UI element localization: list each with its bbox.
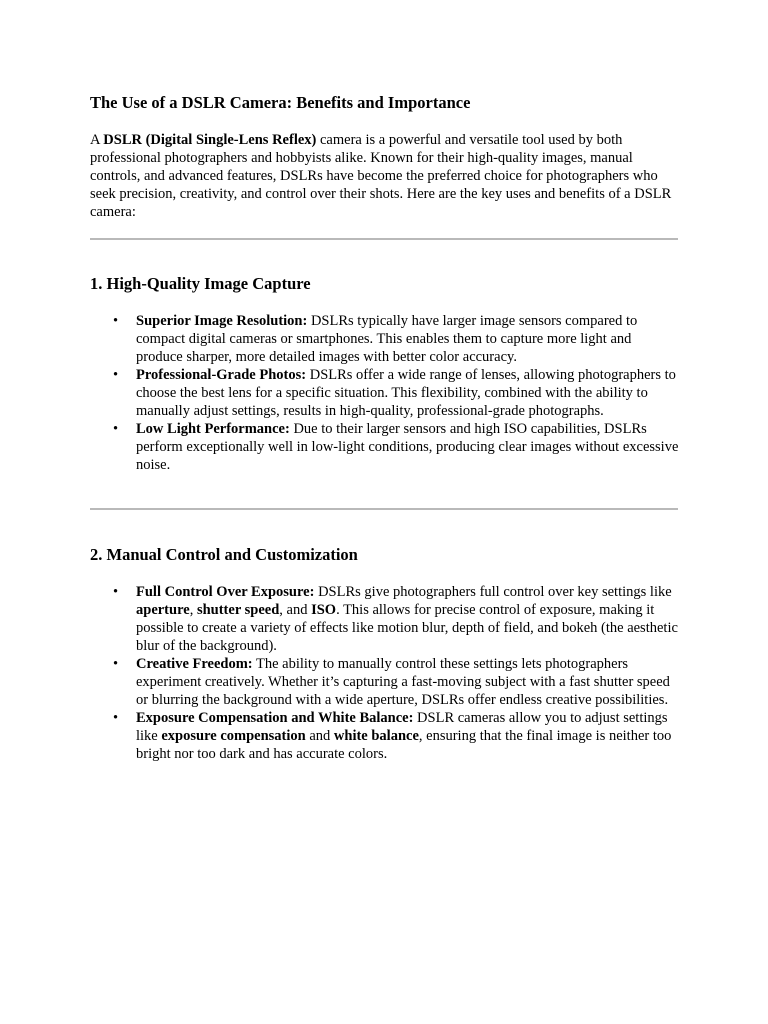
divider-2 — [90, 508, 678, 510]
list-item — [90, 312, 680, 366]
item-label: Superior Image Resolution: — [136, 313, 308, 329]
list-item — [90, 583, 680, 655]
term-aperture: aperture — [136, 602, 190, 618]
term-shutter-speed: shutter speed — [196, 602, 280, 618]
item-text: . This allows for precise control of exposure, making it possible to create a variety of effects like motion blur, depth of field, and bokeh (the aesthetic blur of the background). — [136, 602, 678, 654]
list-item — [90, 366, 680, 420]
document-title: The Use of a DSLR Camera: Benefits and Importance — [90, 93, 471, 112]
list-item — [90, 709, 680, 763]
intro-body: camera is a powerful and versatile tool used by both professional photographers and hobbyists alike. Known for their high-quality images, manual controls, and advanced features, DSLRs have become the preferred choice for photographers who seek precision, creativity, and control over their shots. Here are the key uses and benefits of a DSLR camera: — [90, 132, 672, 220]
item-label: Exposure Compensation and White Balance: — [136, 710, 414, 726]
section-2-heading: 2. Manual Control and Customization — [90, 545, 358, 564]
section-1-heading: 1. High-Quality Image Capture — [90, 274, 311, 293]
bullet-dot: • — [113, 421, 119, 437]
item-label: Professional-Grade Photos: — [136, 367, 307, 383]
item-text: , ensuring that the final image is neither too bright nor too dark and has accurate colors. — [136, 728, 672, 762]
bullet-dot: • — [113, 584, 119, 600]
item-text: , and — [279, 602, 312, 618]
bullet-dot: • — [113, 710, 119, 726]
item-text: DSLR cameras allow you to adjust settings like — [136, 710, 668, 744]
section-1-list — [90, 312, 680, 474]
intro-prefix: A — [90, 132, 104, 148]
bullet-dot: • — [113, 367, 119, 383]
term-white-balance: white balance — [333, 728, 419, 744]
item-text: The ability to manually control these settings lets photographers experiment creatively. Whether it’s capturing a fast-moving subject with a fast shutter speed or blurring the background with a wide aperture, DSLRs offer endless creative possibilities. — [136, 656, 670, 708]
item-text: DSLRs give photographers full control over key settings like — [314, 584, 672, 600]
item-text: DSLRs typically have larger image sensors compared to compact digital cameras or smartphones. This enables them to capture more light and produce sharper, more detailed images with better color accuracy. — [136, 313, 638, 365]
intro-paragraph — [90, 131, 680, 221]
item-text: and — [305, 728, 334, 744]
divider-1 — [90, 238, 678, 240]
bullet-dot: • — [113, 656, 119, 672]
term-iso: ISO — [311, 602, 337, 618]
item-label: Low Light Performance: — [136, 421, 290, 437]
item-text: DSLRs offer a wide range of lenses, allowing photographers to choose the best lens for a specific situation. This flexibility, combined with the ability to manually adjust settings, results in high-quality, professional-grade photographs. — [136, 367, 676, 419]
item-text: Due to their larger sensors and high ISO capabilities, DSLRs perform exceptionally well in low-light conditions, producing clear images without excessive noise. — [136, 421, 679, 473]
item-label: Full Control Over Exposure: — [136, 584, 315, 600]
item-text: , — [189, 602, 197, 618]
term-exposure-compensation: exposure compensation — [161, 728, 306, 744]
intro-bold-term: DSLR (Digital Single-Lens Reflex) — [103, 132, 317, 148]
item-label: Creative Freedom: — [136, 656, 253, 672]
list-item — [90, 420, 680, 474]
bullet-dot: • — [113, 313, 119, 329]
list-item — [90, 655, 680, 709]
section-2-list — [90, 583, 680, 763]
